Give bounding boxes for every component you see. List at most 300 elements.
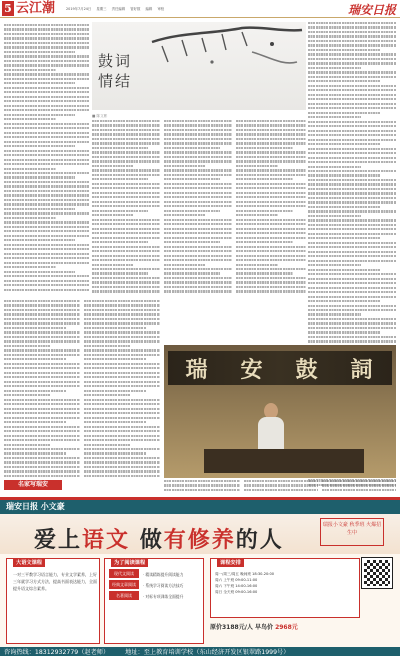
ad-body [0,554,400,647]
text-line [84,367,160,369]
text-line [308,219,396,221]
text-line [164,281,232,283]
text-line [236,228,306,230]
text-line [308,318,396,320]
text-line [164,489,240,491]
text-line [4,358,66,360]
text-line [322,480,396,482]
text-line [4,444,50,446]
text-line [84,470,160,472]
text-line [4,257,90,259]
text-line [4,457,80,459]
text-line [4,91,90,93]
text-line [236,138,306,140]
slogan-part-3: 的人 [235,527,284,553]
text-line [308,291,396,293]
text-line [308,94,396,96]
sign-char-4: 詞 [350,357,379,383]
text-line [308,210,396,212]
text-line [236,133,306,135]
text-line [164,142,232,144]
text-line [308,255,396,257]
text-line [4,381,80,383]
text-line [308,112,380,114]
text-line [164,192,232,194]
text-line [4,466,80,468]
text-line [4,46,90,48]
text-line [308,246,396,248]
text-line [236,156,306,158]
text-line [4,127,90,129]
text-line [164,210,220,212]
text-line [84,421,146,423]
text-line [4,172,90,174]
meta-layout: 编辑 [145,7,153,11]
text-line [4,304,80,306]
text-line [92,272,148,274]
header-meta [66,6,168,11]
text-line [308,58,396,60]
text-line [308,224,396,226]
text-line [308,322,396,324]
text-line [164,232,232,234]
text-line [236,272,293,274]
text-line [4,82,75,84]
text-line [4,284,90,286]
text-line [4,275,90,277]
text-line [92,196,160,198]
text-line [92,129,160,131]
text-line [4,190,90,192]
ad-top-bar [0,500,400,514]
text-line [308,242,396,244]
course-box-2 [104,558,204,644]
text-line [164,480,240,482]
text-line [308,89,396,91]
text-line [164,290,232,292]
course-row-1: 现代文阅读 [109,569,139,578]
text-line [4,42,90,44]
text-line [308,125,396,127]
text-line [4,372,80,374]
text-line [308,192,396,194]
text-line [84,313,160,315]
body-column-1 [4,24,90,293]
text-line [308,134,396,136]
text-line [84,309,160,311]
text-line [4,145,75,147]
text-line [308,340,396,342]
text-line [84,385,160,387]
text-line [4,394,50,396]
schedule-line-1: 周一/周三/周五 晚间班 18:30-20:00 [215,572,275,576]
text-line [92,138,160,140]
text-line [308,148,396,150]
text-line [4,100,90,102]
text-line [4,313,80,315]
text-line [164,174,232,176]
text-line [84,444,130,446]
text-line [4,280,90,282]
text-line [4,340,80,342]
text-line [4,154,90,156]
text-line [4,399,80,401]
text-line [164,237,232,239]
text-line [236,214,278,216]
text-line [164,133,232,135]
text-line [308,62,396,64]
text-line [4,176,75,178]
text-line [164,272,220,274]
text-line [308,166,361,168]
schedule-line-2: 周六 上午班 09:00-11:00 [215,578,258,582]
price-value: 2968元 [275,624,298,631]
text-line [4,262,90,264]
text-line [308,76,396,78]
text-line [308,157,396,159]
text-line [164,169,232,171]
text-line [84,457,160,459]
meta-editor: 管好数 [130,7,141,11]
text-line [308,260,396,262]
page-header [0,0,400,18]
sign-char-1: 瑞 [185,357,214,383]
text-line [84,439,160,441]
body-column-4 [236,120,306,295]
course-box-2-title: 为了阅读课程 [111,558,148,567]
text-line [4,367,80,369]
text-line [236,124,306,126]
text-line [92,268,160,270]
slogan-red-1: 语文 [82,527,131,553]
text-line [92,133,160,135]
text-line [308,98,396,100]
text-line [92,147,148,149]
text-line [4,185,90,187]
text-line [84,349,160,351]
text-line [4,417,80,419]
text-line [84,331,160,333]
body-column-9 [244,480,318,493]
meta-weekday: 星期三 [96,7,107,11]
qr-code-icon[interactable] [362,558,392,588]
text-line [4,390,66,392]
text-line [308,296,396,298]
course-box-1-title: 大语文课程 [13,558,45,567]
text-line [84,461,160,463]
text-line [4,385,80,387]
text-line [92,174,160,176]
price-label: 原价3188元/人 早鸟价 [210,624,273,631]
text-line [84,403,160,405]
text-line [4,412,80,414]
text-line [84,435,160,437]
text-line [84,354,160,356]
text-line [4,331,80,333]
text-line [4,163,90,165]
text-line [4,430,80,432]
text-line [84,376,160,378]
text-line [4,345,50,347]
text-line [308,107,396,109]
text-line [236,178,293,180]
text-line [4,363,80,365]
text-line [92,232,160,234]
text-line [164,214,205,216]
text-line [308,44,396,46]
schedule-line-4: 周日 全天班 09:00-16:00 [215,590,258,594]
text-line [92,165,133,167]
text-line [164,484,240,486]
ad-seal: 瑞报小文豪 秋季班 火爆招生中 [320,518,384,546]
text-line [236,250,306,252]
text-line [164,219,232,221]
slogan-part-2: 做 [139,527,164,553]
text-line [4,37,90,39]
text-line [4,69,56,71]
text-line [164,183,232,185]
text-line [92,286,160,288]
text-line [308,143,380,145]
text-line [308,85,396,87]
text-line [236,281,306,283]
ad-price [210,622,298,631]
text-line [92,290,160,292]
text-line [4,132,90,134]
text-line [308,188,396,190]
text-line [4,408,80,410]
section-title: 云江潮 [16,1,56,16]
text-line [308,80,380,82]
text-line [92,223,160,225]
text-line [92,246,160,248]
text-line [308,121,396,123]
text-line [4,60,90,62]
sign-char-2: 安 [240,357,269,383]
text-line [308,103,396,105]
text-line [236,160,306,162]
text-line [164,201,232,203]
brand-logo: 瑞安日报 [347,3,396,17]
text-line [164,250,232,252]
text-line [84,318,160,320]
text-line [308,278,396,280]
text-line [92,210,148,212]
text-line [236,264,278,266]
text-line [84,390,146,392]
text-line [164,151,232,153]
text-line [4,318,80,320]
text-line [4,64,90,66]
text-line [4,309,80,311]
text-line [4,141,90,143]
text-line [308,49,380,51]
text-line [84,304,160,306]
text-line [244,480,318,482]
body-column-10 [322,480,396,493]
text-line [4,194,90,196]
text-line [164,120,232,122]
text-line [308,183,396,185]
text-line [164,228,232,230]
meta-editor-label: 责任编辑 [111,7,126,11]
text-line [164,223,232,225]
text-line [308,305,396,307]
text-line [236,223,306,225]
text-line [4,33,90,35]
text-line [92,237,160,239]
text-line [164,156,232,158]
text-line [236,277,306,279]
text-line [4,87,90,89]
text-line [164,268,232,270]
text-line [4,452,66,454]
text-line [236,286,306,288]
text-line [4,136,90,138]
text-line [308,331,380,333]
text-line [4,426,80,428]
text-line [236,268,306,270]
text-line [4,51,75,53]
text-line [236,241,293,243]
text-line [236,187,306,189]
text-line [308,313,361,315]
text-line [4,217,56,219]
text-line [4,248,90,250]
article-byline: ■ 陈文彬 [92,114,108,118]
text-line [308,215,361,217]
text-line [236,174,306,176]
text-line [322,489,396,491]
text-line [84,448,160,450]
text-line [236,255,306,257]
article-title-line2: 情结 [98,72,133,90]
text-line [236,259,306,261]
text-line [92,250,160,252]
text-line [164,255,232,257]
text-line [244,489,318,491]
text-line [92,281,160,283]
text-line [308,287,396,289]
meta-date: 2019年7月24日 [66,7,92,11]
performance-photo [164,345,396,478]
text-line [4,244,90,246]
text-line [164,259,232,261]
body-column-3 [164,120,232,295]
text-line [92,205,160,207]
schedule-table [215,571,355,595]
text-line [308,201,396,203]
text-line [4,181,90,183]
text-line [4,24,90,26]
text-line [164,241,220,243]
body-column-2 [92,120,160,295]
course-box-2-items [143,569,201,602]
text-line [236,205,306,207]
text-line [308,233,396,235]
text-line [92,255,160,257]
text-line [84,408,160,410]
text-line [236,246,306,248]
text-line [236,196,306,198]
text-line [308,22,396,24]
text-line [84,345,130,347]
text-line [308,174,380,176]
text-line [84,327,146,329]
advertisement [0,497,400,656]
sign-characters [172,353,392,384]
text-line [244,484,318,486]
slogan-part-1: 爱上 [34,527,83,553]
text-line [308,273,396,275]
text-line [92,160,160,162]
text-line [4,253,90,255]
text-line [4,203,90,205]
column-tag: 名家写瑞安 [4,480,62,490]
text-line [84,452,146,454]
text-line [4,475,80,477]
text-line [4,448,80,450]
text-line [308,116,361,118]
text-line [164,246,232,248]
text-line [308,269,380,271]
text-line [308,179,396,181]
text-line [4,123,90,125]
body-column-7 [84,300,160,479]
text-line [308,206,380,208]
text-line [4,300,80,302]
stage-table [204,449,364,473]
text-line [308,237,380,239]
article-title-line1: 鼓词 [98,52,133,70]
text-line [308,251,396,253]
sign-char-3: 鼓 [295,357,324,383]
text-line [84,466,160,468]
body-column-8 [164,480,240,493]
text-line [84,399,160,401]
text-line [92,124,160,126]
text-line [308,40,396,42]
text-line [92,183,160,185]
text-line [4,461,80,463]
text-line [308,228,396,230]
ad-phone: 咨询热线：18312932779（赵老师） [4,649,110,656]
text-line [236,192,306,194]
slogan-red-2: 有修养 [163,527,236,553]
text-line [92,169,160,171]
text-line [308,264,361,266]
text-line [236,219,306,221]
text-line [236,142,306,144]
course-item-3: · 对标专项训练全面提升 [143,594,184,599]
text-line [4,55,90,57]
text-line [92,241,148,243]
schedule-title: 课程安排 [217,558,244,567]
text-line [164,138,232,140]
ad-logo: 瑞安日报 小文豪 [6,501,65,511]
text-line [308,282,396,284]
text-line [4,78,90,80]
text-line [4,28,90,30]
text-line [92,214,133,216]
text-line [84,336,160,338]
text-line [308,161,396,163]
text-line [308,170,396,172]
text-line [236,237,306,239]
text-line [308,26,396,28]
text-line [308,67,361,69]
text-line [92,264,133,266]
